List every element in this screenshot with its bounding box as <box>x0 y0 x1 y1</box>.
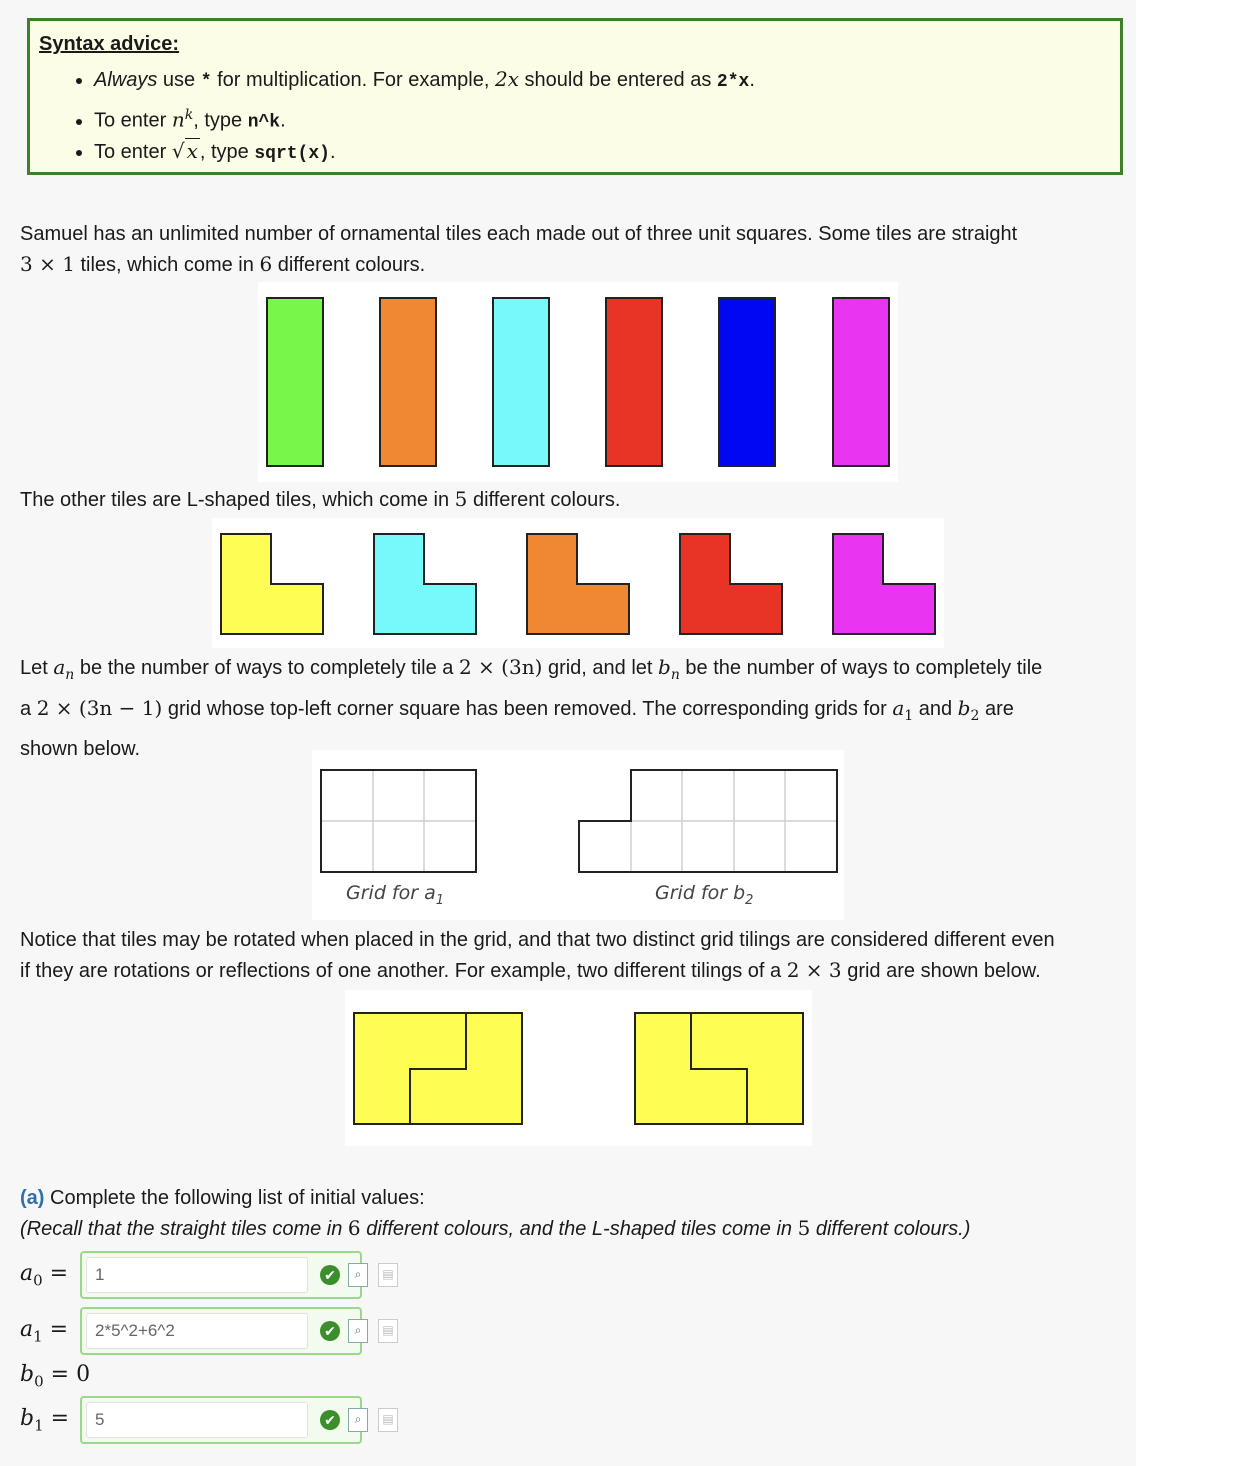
advice-item-sqrt: • To enter √ x , type sqrt(x). <box>94 137 755 173</box>
grid-a1-label: Grid for $a_1$ <box>346 882 445 908</box>
l-tile <box>221 534 323 634</box>
l-tile <box>527 534 629 634</box>
grid-b2-lines <box>631 770 837 872</box>
straight-tile <box>492 297 550 467</box>
grid-b2-label: Grid for $b_2$ <box>655 882 754 908</box>
advice-list <box>64 65 755 173</box>
preview-icon[interactable]: ⌕ <box>348 1408 368 1432</box>
straight-tiles-figure <box>258 282 898 482</box>
preview-icon[interactable]: ⌕ <box>348 1263 368 1287</box>
answer-row-a1: $a_1$ = 2*5^2+6^2 ✔ ⌕ ▤ <box>20 1307 82 1355</box>
answer-b1-input[interactable] <box>86 1402 308 1438</box>
l-tiles-figure <box>212 518 944 648</box>
advice-item-power: • To enter $n^k$, type n^k. <box>94 101 755 137</box>
document-icon[interactable]: ▤ <box>378 1319 398 1343</box>
grids-figure <box>312 750 844 920</box>
l-tile <box>374 534 476 634</box>
answer-row-b1: $b_1$ = 5 ✔ ⌕ ▤ <box>20 1396 82 1444</box>
part-a-label: (a) <box>20 1187 45 1209</box>
advice-title: Syntax advice: <box>39 33 180 55</box>
check-icon: ✔ <box>320 1410 340 1430</box>
answer-a0-input[interactable] <box>86 1257 308 1293</box>
l-tiles-svg <box>212 518 944 648</box>
check-icon: ✔ <box>320 1321 340 1341</box>
intro-paragraph: Samuel has an unlimited number of ornamental tiles each made out of three unit squares. Some tiles are straight 3 × 1 tiles, which come in 6 different colours. <box>20 223 1018 276</box>
preview-icon[interactable]: ⌕ <box>348 1319 368 1343</box>
straight-tile <box>605 297 663 467</box>
notice-paragraph: Notice that tiles may be rotated when placed in the grid, and that two distinct grid tilings are considered different even if they are rotations or reflections of one another. For example, two different tilings of a 2 × 3 grid are shown below. <box>20 929 1055 982</box>
document-icon[interactable]: ▤ <box>378 1408 398 1432</box>
advice-item-multiplication: • Always use * for multiplication. For example, 2x should be entered as 2*x. <box>94 65 755 101</box>
l-tile <box>833 534 935 634</box>
part-a-prompt: (a) Complete the following list of initial values: (Recall that the straight tiles come in 6 different colours, and the L-shaped tiles come in 5 different colours.) <box>20 1187 971 1240</box>
straight-tile <box>718 297 776 467</box>
example-tilings-figure <box>345 990 812 1146</box>
grid-a1-lines <box>321 770 476 872</box>
answer-row-a0: $a_0$ = 1 ✔ ⌕ ▤ <box>20 1251 82 1299</box>
l-tile <box>680 534 782 634</box>
example-tilings-svg <box>345 990 812 1146</box>
answer-row-b0: $b_0 = 0$ <box>20 1361 91 1391</box>
document-icon[interactable]: ▤ <box>378 1263 398 1287</box>
straight-tile <box>379 297 437 467</box>
straight-tile <box>832 297 890 467</box>
check-icon: ✔ <box>320 1265 340 1285</box>
definition-paragraph: Let $a_n$ be the number of ways to completely tile a 2 × (3n) grid, and let $b_n$ be the number of ways to completely tile a 2 × (3n − 1) grid whose top-left corner square has been removed. The corresponding grids for $a_1$ and $b_2$ are shown below. <box>20 655 1043 760</box>
lshape-intro: The other tiles are L-shaped tiles, which come in 5 different colours. <box>20 487 621 511</box>
syntax-advice-box <box>27 18 1123 175</box>
straight-tile <box>266 297 324 467</box>
answer-a1-input[interactable] <box>86 1313 308 1349</box>
